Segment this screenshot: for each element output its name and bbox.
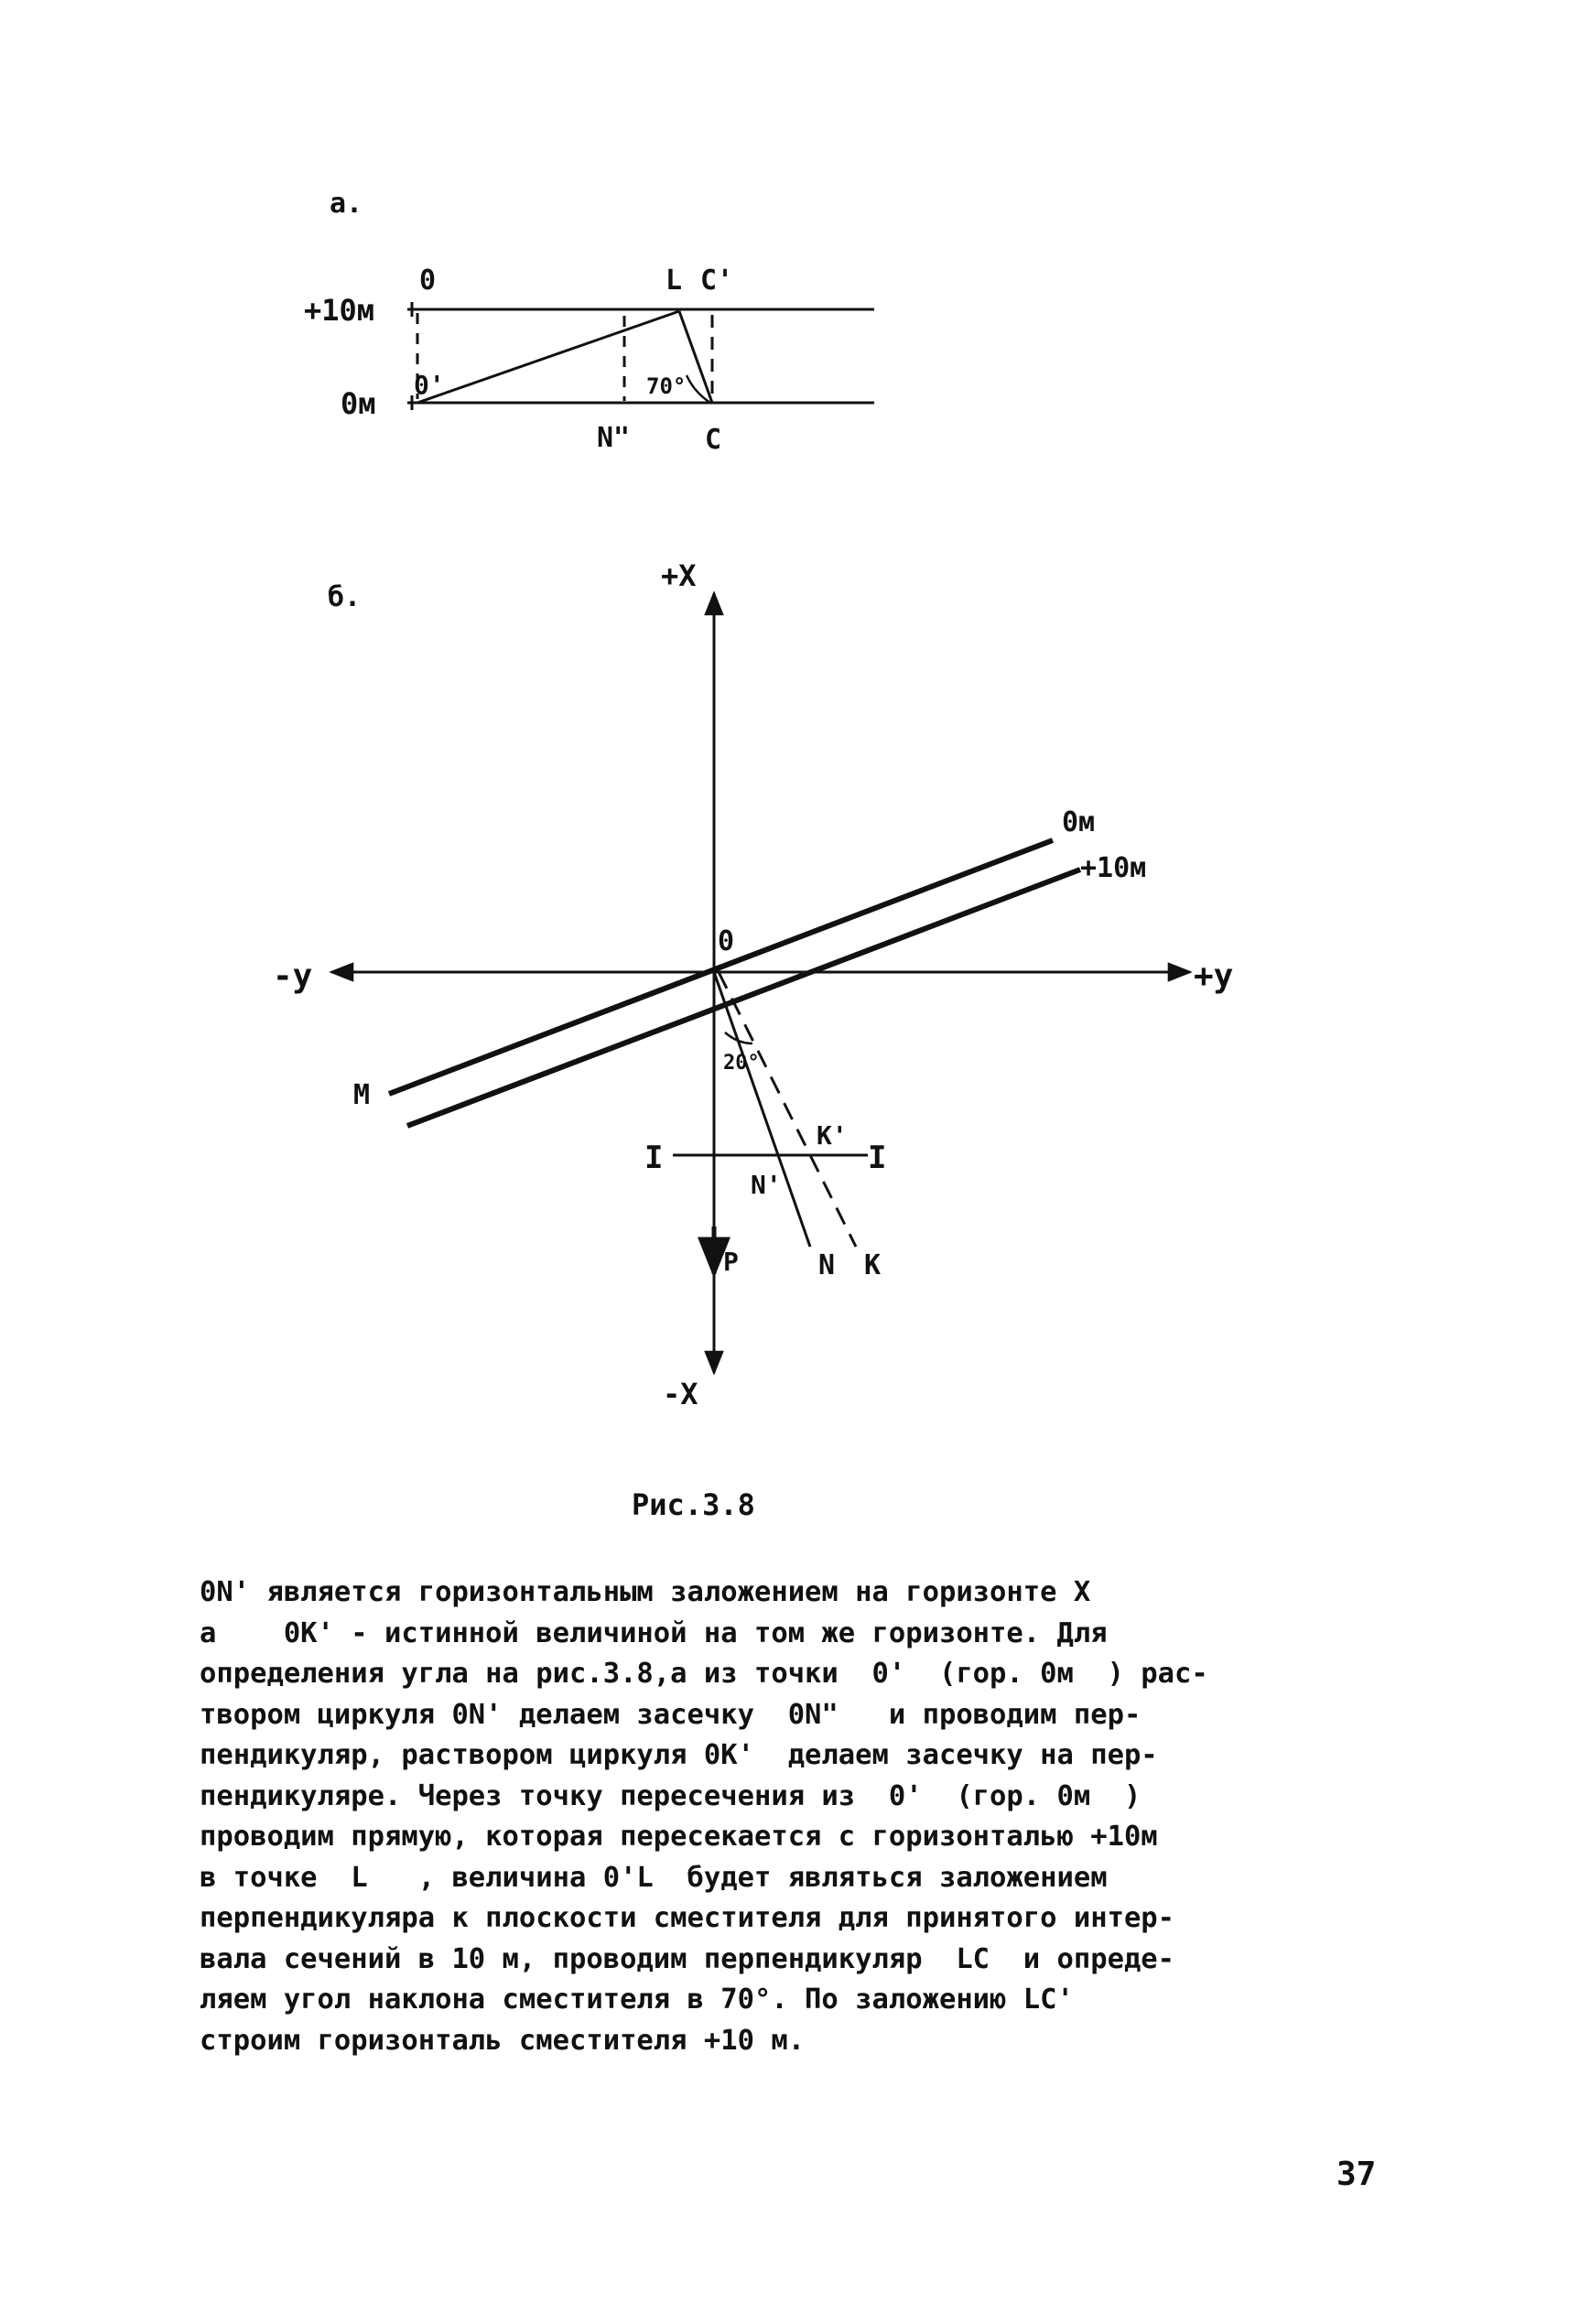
point-n-prime-label: N' <box>751 1170 782 1200</box>
origin-label: 0 <box>718 925 735 957</box>
figure-part-b <box>273 558 1233 1411</box>
axis-plus-x-label: +X <box>661 558 697 593</box>
point-l-label: L <box>665 265 683 297</box>
point-k-label: K <box>864 1249 882 1281</box>
true-line-k-dashed <box>719 972 856 1247</box>
line-10m <box>407 870 1080 1126</box>
point-p-label: P <box>723 1247 739 1277</box>
part-b-label: б. <box>328 581 362 613</box>
axis-minus-y-label: -y <box>273 957 313 995</box>
angle-label-b: 20° <box>723 1052 760 1075</box>
perpendicular-n-line <box>714 972 810 1247</box>
part-a-label: а. <box>330 188 363 220</box>
point-o-label: 0 <box>419 265 437 297</box>
point-c-label: C <box>705 424 722 456</box>
page-number: 37 <box>1336 2156 1377 2193</box>
o-prime-to-l-line <box>417 311 679 403</box>
line-0m-label: 0м <box>1062 806 1096 838</box>
point-m-label: M <box>353 1079 371 1111</box>
lower-level-label: 0м <box>341 386 376 421</box>
section-right-label: I <box>868 1140 887 1176</box>
figure-caption: Рис.3.8 <box>632 1487 755 1522</box>
point-k-prime-label: K' <box>817 1120 848 1151</box>
body-paragraph: 0N' является горизонтальным заложением на горизонте X а 0К' - истинной величиной на том же горизонте. Для определения угла на рис.3.8,а из точки 0' (гор. 0м ) рас- твором циркуля 0N' делаем засечку 0N" и проводим пер- пендикуляр, раствором циркуля 0К' делаем засечку на пер- пендикуляре. Через точку пересечения из 0' (гор. 0м ) проводим прямую, которая пересекается с горизонталью +10м в точке L , величина 0'L будет являться заложением перпендикуляра к плоскости сместителя для принятого интер- вала сечений в 10 м, проводим перпендикуляр LC и опреде- ляем угол наклона сместителя в 70°. По заложению LC' строим горизонталь сместителя +10 м. <box>200 1576 1208 2057</box>
point-n-label: N <box>818 1249 836 1281</box>
line-10m-label: +10м <box>1080 852 1147 884</box>
upper-level-label: +10м <box>304 293 375 328</box>
line-0m <box>389 840 1053 1094</box>
angle-label-a: 70° <box>646 373 687 399</box>
point-c-prime-label: C' <box>700 265 734 297</box>
axis-minus-x-label: -X <box>663 1377 698 1411</box>
axis-plus-y-label: +y <box>1194 957 1234 995</box>
figure-part-a <box>304 188 874 456</box>
section-left-label: I <box>644 1140 664 1176</box>
point-o-prime-label: 0' <box>414 370 445 400</box>
point-n-double-prime-label: N" <box>597 422 631 454</box>
